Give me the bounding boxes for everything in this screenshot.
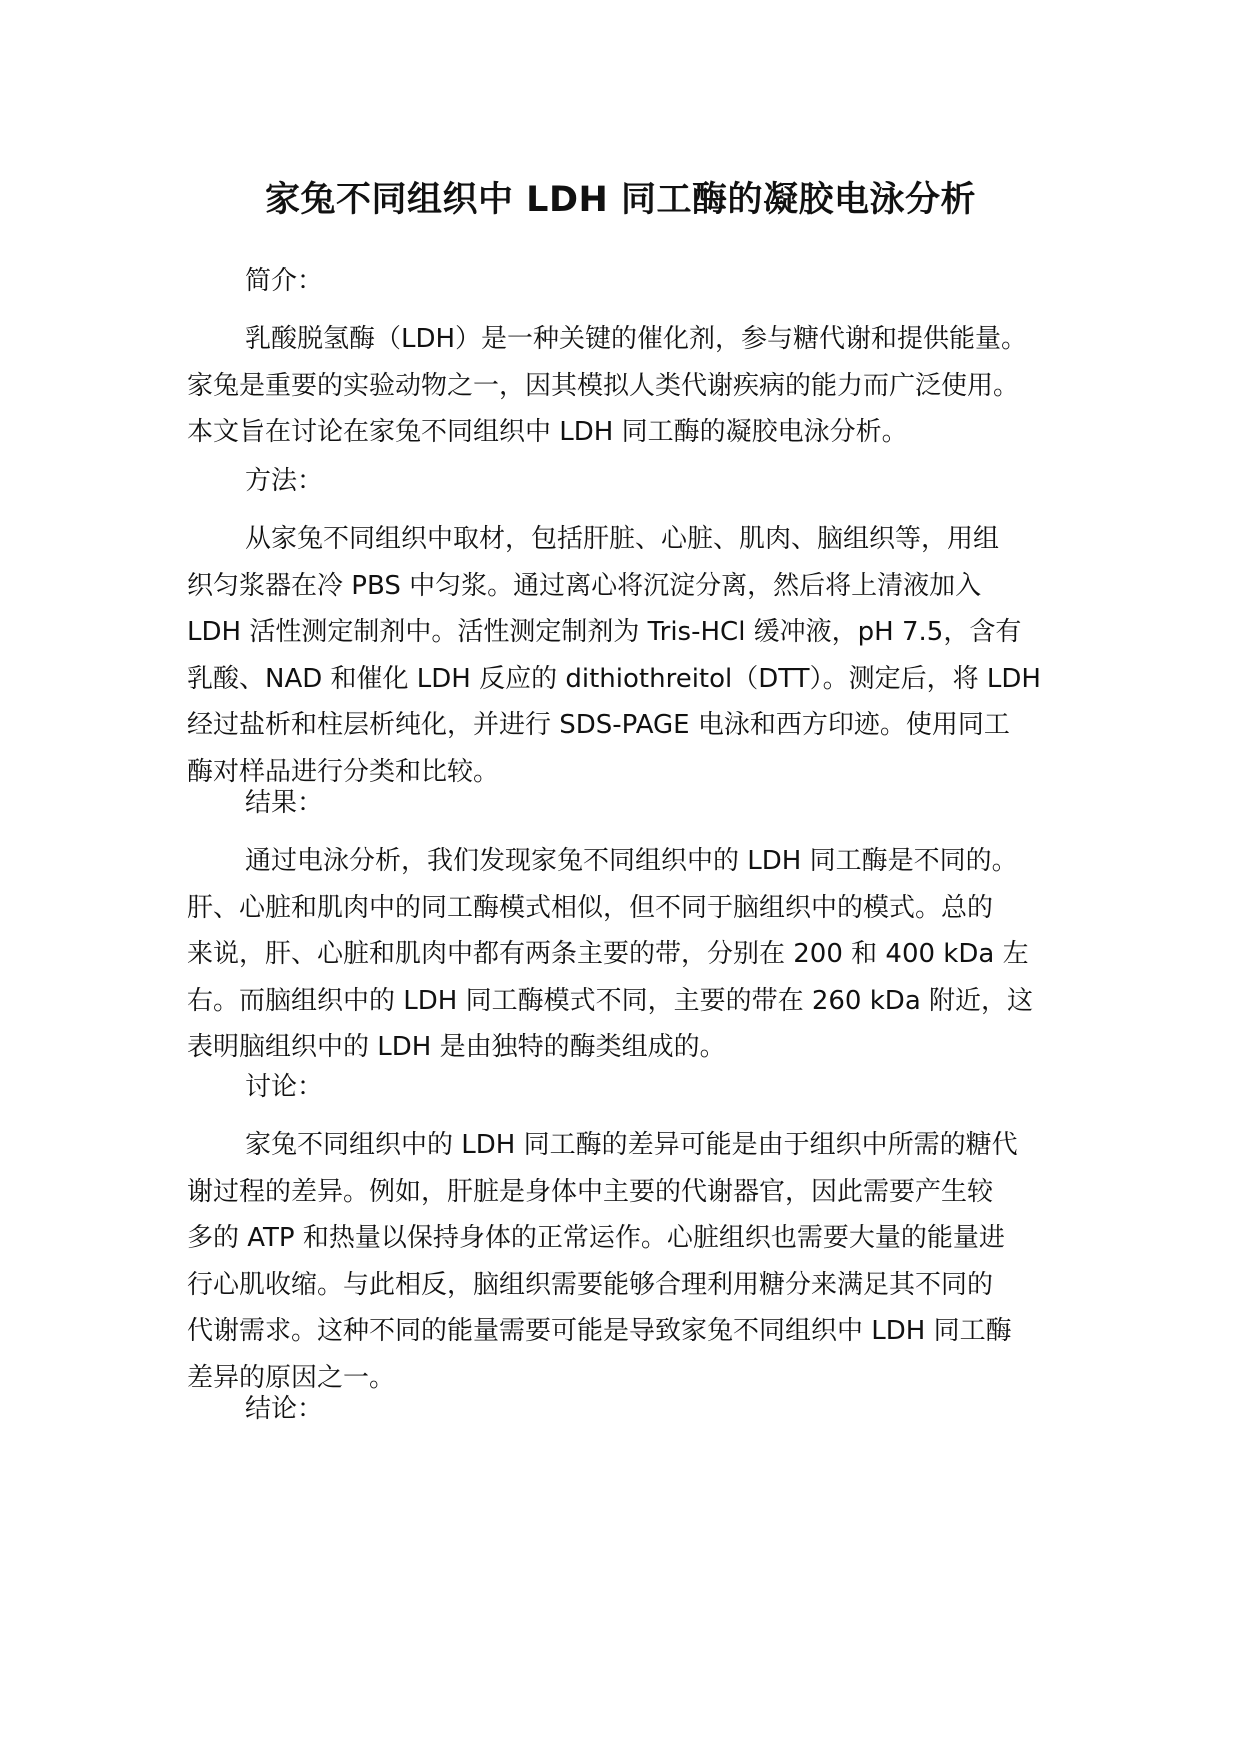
section-paragraph-intro bbox=[187, 316, 1067, 456]
section-heading-conclusion: 结论： bbox=[245, 1394, 324, 1424]
section-heading-methods: 方法： bbox=[245, 466, 324, 496]
section-heading-results: 结果： bbox=[245, 788, 324, 818]
paragraph-line: 行心肌收缩。与此相反，脑组织需要能够合理利用糖分来满足其不同的 bbox=[187, 1269, 994, 1300]
paragraph-line: 家兔是重要的实验动物之一，因其模拟人类代谢疾病的能力而广泛使用。 bbox=[187, 370, 1020, 401]
paragraph-line: 肝、心脏和肌肉中的同工酶模式相似，但不同于脑组织中的模式。总的 bbox=[187, 892, 994, 923]
paragraph-line: 家兔不同组织中的 LDH 同工酶的差异可能是由于组织中所需的糖代 bbox=[245, 1130, 1018, 1160]
paragraph-line: 织匀浆器在冷 PBS 中匀浆。通过离心将沉淀分离，然后将上清液加入 bbox=[187, 570, 982, 601]
document-title: 家兔不同组织中 LDH 同工酶的凝胶电泳分析 bbox=[264, 180, 977, 220]
paragraph-line: 通过电泳分析，我们发现家兔不同组织中的 LDH 同工酶是不同的。 bbox=[245, 846, 1018, 876]
paragraph-line: 多的 ATP 和热量以保持身体的正常运作。心脏组织也需要大量的能量进 bbox=[187, 1223, 1005, 1253]
paragraph-line: 差异的原因之一。 bbox=[187, 1362, 396, 1393]
paragraph-line: 乳酸、NAD 和催化 LDH 反应的 dithiothreitol（DTT）。测定后，将 LDH bbox=[187, 663, 1041, 694]
section-paragraph-discussion bbox=[187, 1122, 1067, 1401]
paragraph-line: 来说，肝、心脏和肌肉中都有两条主要的带，分别在 200 和 400 kDa 左 bbox=[187, 939, 1029, 969]
paragraph-line: 代谢需求。这种不同的能量需要可能是导致家兔不同组织中 LDH 同工酶 bbox=[187, 1316, 1012, 1346]
section-heading-discussion: 讨论： bbox=[245, 1072, 324, 1102]
paragraph-line: 酶对样品进行分类和比较。 bbox=[187, 756, 500, 787]
paragraph-line: 经过盐析和柱层析纯化，并进行 SDS-PAGE 电泳和西方印迹。使用同工 bbox=[187, 710, 1010, 740]
paragraph-line: 右。而脑组织中的 LDH 同工酶模式不同，主要的带在 260 kDa 附近，这 bbox=[187, 985, 1034, 1016]
paragraph-line: 乳酸脱氢酶（LDH）是一种关键的催化剂，参与糖代谢和提供能量。 bbox=[245, 324, 1028, 354]
section-heading-intro: 简介： bbox=[245, 266, 324, 296]
paragraph-line: 从家兔不同组织中取材，包括肝脏、心脏、肌肉、脑组织等，用组 bbox=[245, 524, 1000, 554]
paragraph-line: 本文旨在讨论在家兔不同组织中 LDH 同工酶的凝胶电泳分析。 bbox=[187, 417, 908, 447]
section-paragraph-methods bbox=[187, 516, 1067, 795]
section-paragraph-results bbox=[187, 838, 1067, 1071]
paragraph-line: LDH 活性测定制剂中。活性测定制剂为 Tris-HCl 缓冲液，pH 7.5，含有 bbox=[187, 617, 1022, 647]
paragraph-line: 表明脑组织中的 LDH 是由独特的酶类组成的。 bbox=[187, 1032, 726, 1062]
paragraph-line: 谢过程的差异。例如，肝脏是身体中主要的代谢器官，因此需要产生较 bbox=[187, 1176, 994, 1207]
